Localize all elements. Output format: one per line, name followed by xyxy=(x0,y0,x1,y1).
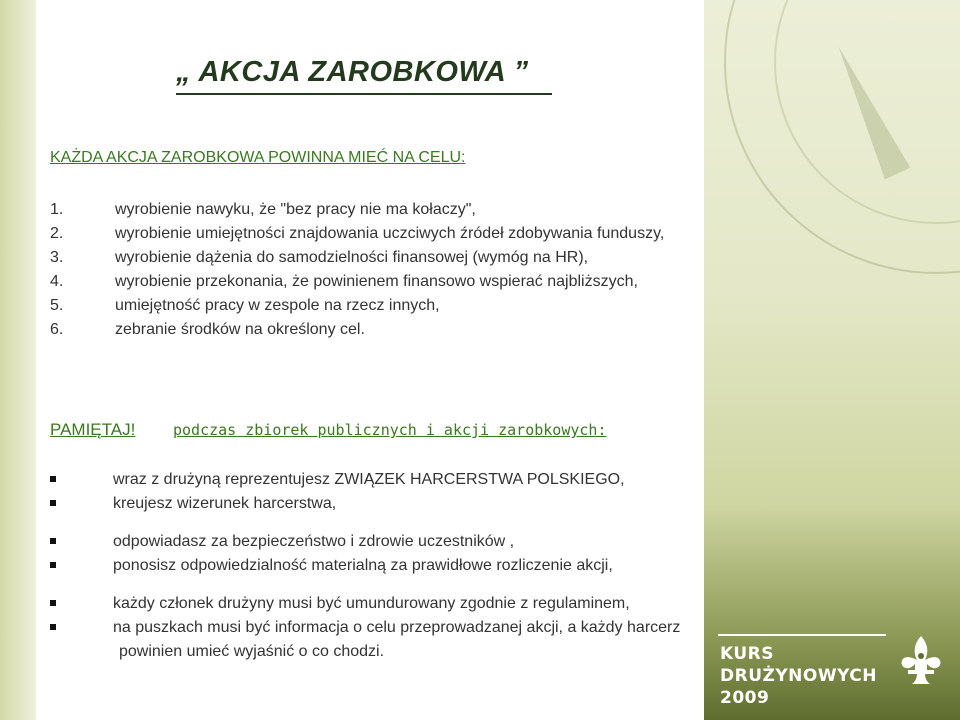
goal-number: 2. xyxy=(50,225,64,242)
goal-item xyxy=(50,294,690,318)
rule-item xyxy=(50,492,740,516)
title-underline xyxy=(176,93,552,95)
goal-item xyxy=(50,270,690,294)
goal-item xyxy=(50,222,690,246)
rule-text: ponosisz odpowiedzialność materialną za prawidłowe rozliczenie akcji, xyxy=(113,557,613,574)
goals-heading: KAŻDA AKCJA ZAROBKOWA POWINNA MIEĆ NA CELU: xyxy=(50,149,466,166)
brand-divider xyxy=(718,634,886,636)
goal-item xyxy=(50,246,690,270)
goal-number: 1. xyxy=(50,201,64,218)
rule-text: kreujesz wizerunek harcerstwa, xyxy=(113,495,337,512)
brand-line-3: 2009 xyxy=(720,688,770,708)
goal-item xyxy=(50,318,690,342)
goal-text: wyrobienie nawyku, że "bez pracy nie ma kołaczy", xyxy=(115,201,476,218)
rule-item xyxy=(50,468,740,492)
goal-text: zebranie środków na określony cel. xyxy=(115,321,365,338)
rule-text: każdy członek drużyny musi być umundurowany zgodnie z regulaminem, xyxy=(113,595,630,612)
rule-continuation: powinien umieć wyjaśnić o co chodzi. xyxy=(119,643,385,660)
goal-item xyxy=(50,198,690,222)
rule-text: na puszkach musi być informacja o celu przeprowadzanej akcji, a każdy harcerz xyxy=(113,619,681,636)
rule-text: wraz z drużyną reprezentujesz ZWIĄZEK HARCERSTWA POLSKIEGO, xyxy=(113,471,625,488)
rule-item xyxy=(50,554,740,578)
square-bullet-icon xyxy=(50,562,56,568)
rule-item xyxy=(50,616,740,664)
brand-line-2: DRUŻYNOWYCH xyxy=(720,666,877,686)
square-bullet-icon xyxy=(50,624,56,630)
rules-list xyxy=(50,468,740,664)
goal-text: wyrobienie umiejętności znajdowania uczciwych źródeł zdobywania funduszy, xyxy=(115,225,665,242)
rule-text: odpowiadasz za bezpieczeństwo i zdrowie uczestników , xyxy=(113,533,515,550)
goal-text: umiejętność pracy w zespole na rzecz innych, xyxy=(115,297,440,314)
left-decorative-strip xyxy=(0,0,36,720)
goals-list xyxy=(50,198,690,342)
square-bullet-icon xyxy=(50,476,56,482)
goal-number: 6. xyxy=(50,321,64,338)
fleur-de-lis-icon xyxy=(898,634,944,686)
rule-item xyxy=(50,592,740,616)
goal-number: 5. xyxy=(50,297,64,314)
goal-number: 3. xyxy=(50,249,64,266)
square-bullet-icon xyxy=(50,500,56,506)
remember-label: PAMIĘTAJ! xyxy=(50,420,136,439)
slide-title: „ AKCJA ZAROBKOWA ” xyxy=(176,56,529,88)
remember-subheading: podczas zbiorek publicznych i akcji zarobkowych: xyxy=(173,421,607,439)
goal-text: wyrobienie dążenia do samodzielności finansowej (wymóg na HR), xyxy=(115,249,589,266)
compass-background-panel xyxy=(704,0,960,720)
square-bullet-icon xyxy=(50,600,56,606)
goal-text: wyrobienie przekonania, że powinienem finansowo wspierać najbliższych, xyxy=(115,273,638,290)
rule-item xyxy=(50,530,740,554)
square-bullet-icon xyxy=(50,538,56,544)
remember-heading xyxy=(50,420,607,440)
goal-number: 4. xyxy=(50,273,64,290)
brand-line-1: KURS xyxy=(720,644,775,664)
